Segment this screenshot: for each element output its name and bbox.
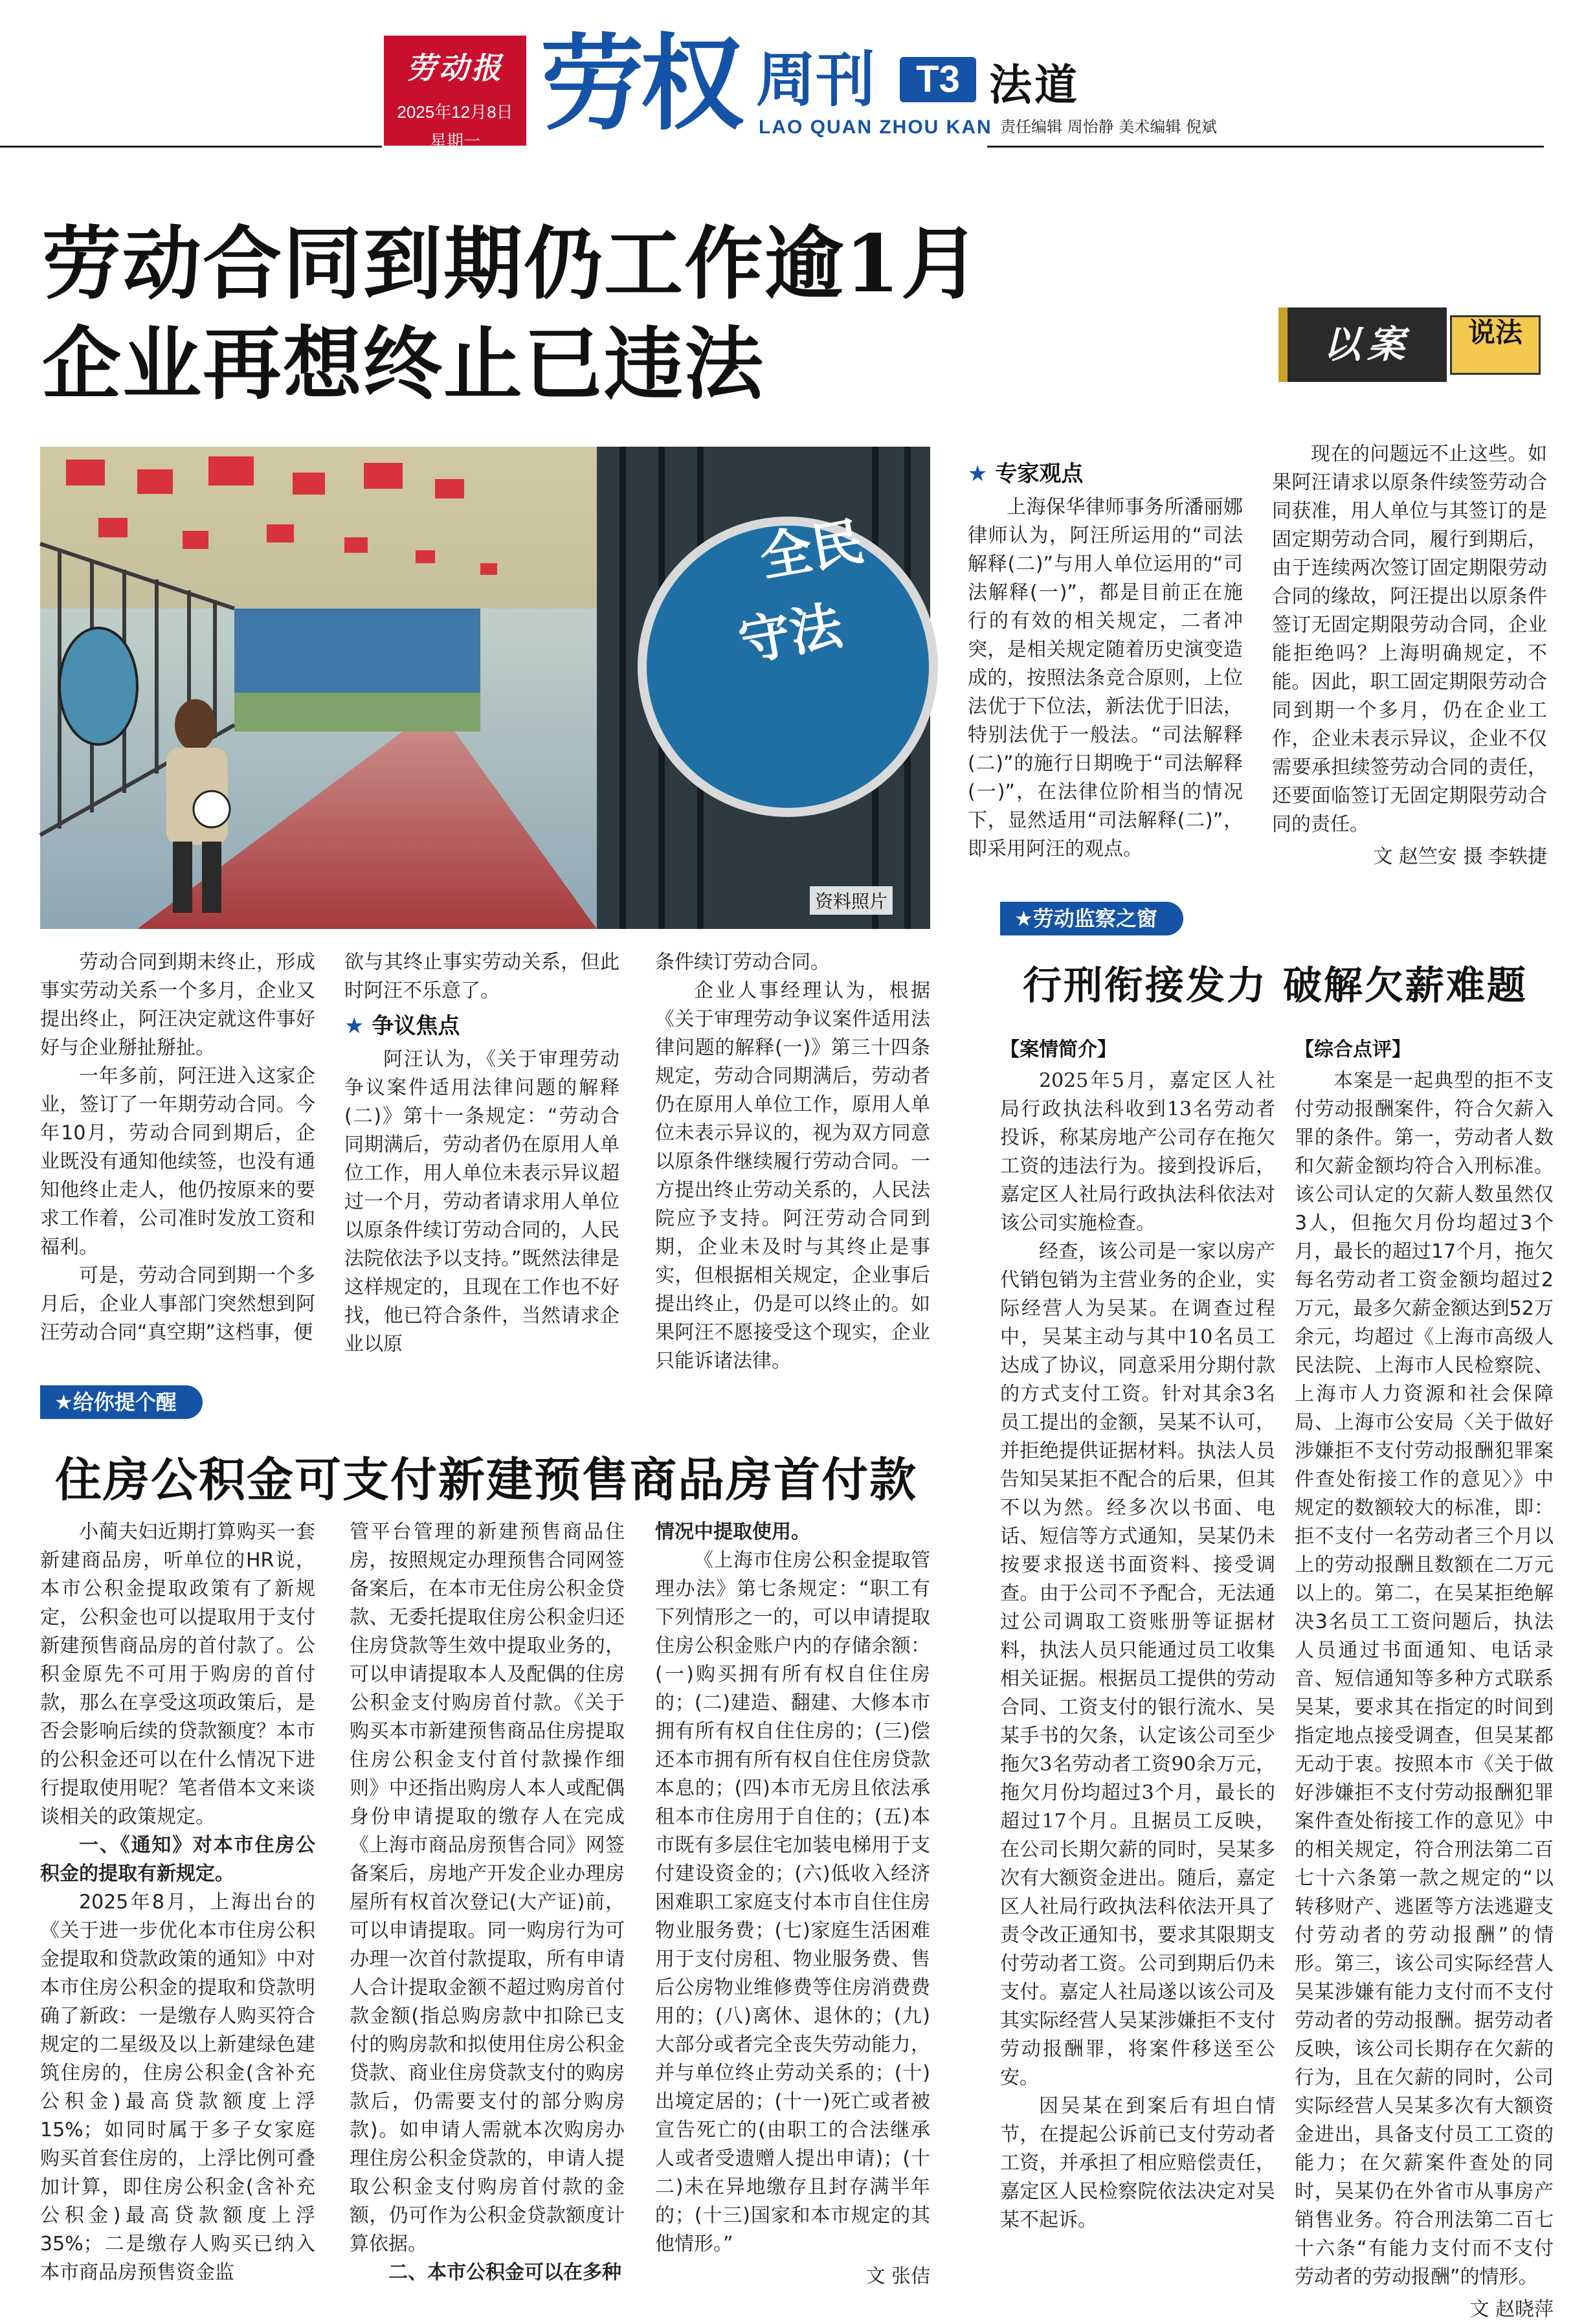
masthead-rule-left bbox=[0, 146, 382, 148]
story1-paragraph: 阿汪认为，《关于审理劳动争议案件适用法律问题的解释(二)》第十一条规定：“劳动合同期满后，劳动者仍在原用人单位工作，用人单位未表示异议超过一个月，劳动者请求用人单位以原条件续订劳动合同的，人民法院依法予以支持。”既然法律是这样规定的，且现在工作也不好找，他已符合条件，当然请求企业以原 bbox=[344, 1048, 619, 1356]
star-icon: ★ bbox=[968, 461, 988, 487]
story2-column-3 bbox=[655, 1518, 930, 2291]
photo-sign-text-2: 守法 bbox=[734, 595, 847, 673]
paper-name: 劳动报 bbox=[407, 50, 504, 85]
expert-subhead-label: 专家观点 bbox=[995, 461, 1084, 487]
editors-line: 责任编辑 周怡静 美术编辑 倪斌 bbox=[1000, 118, 1217, 136]
story1-column-3 bbox=[655, 948, 930, 1376]
story2-title: 住房公积金可支付新建预售商品房首付款 bbox=[55, 1452, 918, 1507]
section-name: 法道 bbox=[989, 60, 1080, 110]
story2-tag-label: 给你提个醒 bbox=[73, 1390, 177, 1414]
story2-subhead-2-cont: 情况中提取使用。 bbox=[655, 1521, 810, 1543]
expert-subhead bbox=[968, 460, 1243, 488]
story1-paragraph: 劳动合同到期未终止，形成事实劳动关系一个多月，企业又提出终止，阿汪决定就这件事好好与企业掰扯掰扯。 bbox=[40, 951, 315, 1059]
story1-paragraph: 上海保华律师事务所潘丽娜律师认为，阿汪所运用的“司法解释(二)”与用人单位运用的“司法解释(一)”，都是目前正在施行的有效的相关规定，二者冲突，是相关规定随着历史演变造成的，按照法条竞合原则，上位法优于下位法，新法优于旧法，特别法优于一般法。“司法解释(二)”的施行日期晚于“司法解释(一)”，在法律位阶相当的情况下，显然适用“司法解释(二)”，即采用阿汪的观点。 bbox=[968, 496, 1243, 860]
photo-illustration bbox=[40, 447, 930, 929]
column-badge-right: 说法 bbox=[1450, 315, 1541, 375]
story1-paragraph: 一年多前，阿汪进入这家企业，签订了一年期劳动合同。今年10月，劳动合同到期后，企业既没有通知他续签，也没有通知他终止走人，他仍按原来的要求工作着，公司准时发放工资和福利。 bbox=[40, 1065, 315, 1258]
issue-weekday: 星期一 bbox=[429, 131, 480, 151]
newspaper-logo bbox=[384, 36, 526, 151]
story2-column-1 bbox=[40, 1518, 315, 2287]
column-badge bbox=[1278, 307, 1554, 382]
dispute-subhead bbox=[344, 1012, 619, 1040]
story1-column-5 bbox=[1272, 440, 1547, 871]
story2-subhead-1: 一、《通知》对本市住房公积金的提取有新规定。 bbox=[40, 1834, 315, 1885]
story3-paragraph: 因吴某在到案后有坦白情节，在提起公诉前已支付劳动者工资，并承担了相应赔偿责任，嘉定区人民检察院依法决定对吴某不起诉。 bbox=[1000, 2095, 1275, 2231]
story1-column-4 bbox=[968, 453, 1243, 864]
story1-paragraph: 条件续订劳动合同。 bbox=[655, 951, 830, 974]
story3-paragraph: 2025年5月，嘉定区人社局行政执法科收到13名劳动者投诉，称某房地产公司存在拖欠工资的违法行为。接到投诉后，嘉定区人社局行政执法科依法对该公司实施检查。 bbox=[1000, 1069, 1275, 1235]
story3-case-column bbox=[1000, 1036, 1275, 2235]
brand-pinyin: LAO QUAN ZHOU KAN bbox=[759, 117, 992, 138]
story1-paragraph: 现在的问题远不止这些。如果阿汪请求以原条件续签劳动合同获准，用人单位与其签订的是固定期劳动合同，履行到期后，由于连续两次签订固定期限劳动合同的缘故，阿汪提出以原条件签订无固定期限劳动合同，企业能拒绝吗？上海明确规定，不能。因此，职工固定期限劳动合同到期一个多月，仍在企业工作，企业未表示异议，企业不仅需要承担续签劳动合同的责任，还要面临签订无固定期限劳动合同的责任。 bbox=[1272, 443, 1547, 836]
story3-review-column bbox=[1295, 1036, 1554, 2324]
issue-date: 2025年12月8日 bbox=[397, 102, 513, 122]
story2-byline: 文 张佶 bbox=[865, 2265, 930, 2288]
masthead bbox=[0, 0, 1584, 152]
story3-title: 行刑衔接发力 破解欠薪难题 bbox=[1023, 963, 1528, 1009]
star-icon: ★ bbox=[1014, 906, 1033, 931]
story2-tag bbox=[40, 1385, 203, 1419]
masthead-rule-right bbox=[987, 146, 1544, 148]
headline-line-2: 企业再想终止已违法 bbox=[42, 317, 764, 410]
star-icon: ★ bbox=[344, 1013, 364, 1039]
review-subhead: 【综合点评】 bbox=[1295, 1038, 1411, 1061]
headline-line-1: 劳动合同到期仍工作逾1月 bbox=[42, 217, 981, 310]
story3-paragraph: 本案是一起典型的拒不支付劳动报酬案件，符合欠薪入罪的条件。第一，劳动者人数和欠薪金额均符合入刑标准。该公司认定的欠薪人数虽然仅3人，但拖欠月份均超过3个月，最长的超过17个月，拖欠每名劳动者工资金额均超过2万元，最多欠薪金额达到52万余元，均超过《上海市高级人民法院、上海市人民检察院、上海市人力资源和社会保障局、上海市公安局〈关于做好涉嫌拒不支付劳动报酬犯罪案件查处衔接工作的意见〉》中规定的数额较大的标准，即：拒不支付一名劳动者三个月以上的劳动报酬且数额在二万元以上的。第二，在吴某拒绝解决3名员工工资问题后，执法人员通过书面通知、电话录音、短信通知等多种方式联系吴某，要求其在指定的时间到指定地点接受调查，但吴某都无动于衷。按照本市《关于做好涉嫌拒不支付劳动报酬犯罪案件查处衔接工作的意见》中的相关规定，符合刑法第二百七十六条第一款之规定的“以转移财产、逃匿等方法逃避支付劳动者的劳动报酬”的情形。第三，该公司实际经营人吴某涉嫌有能力支付而不支付劳动者的劳动报酬。据劳动者反映，该公司长期存在欠薪的行为，且在欠薪的同时，公司实际经营人吴某多次有大额资金进出，具备支付员工工资的能力；在欠薪案件查处的同时，吴某仍在外省市从事房产销售业务。符合刑法第二百七十六条“有能力支付而不支付劳动者的劳动报酬”的情形。 bbox=[1295, 1069, 1554, 2288]
story3-tag bbox=[1000, 902, 1183, 935]
star-icon: ★ bbox=[54, 1390, 73, 1414]
photo-credit: 资料照片 bbox=[810, 886, 893, 915]
case-subhead: 【案情简介】 bbox=[1000, 1038, 1117, 1061]
photo-sign-text: 全民 bbox=[755, 511, 868, 588]
dispute-subhead-label: 争议焦点 bbox=[372, 1013, 460, 1039]
story3-paragraph: 经查，该公司是一家以房产代销包销为主营业务的企业，实际经营人为吴某。在调查过程中，吴某主动与其中10名员工达成了协议，同意采用分期付款的方式支付工资。针对其余3名员工提出的金额，吴某不认可，并拒绝提供证据材料。执法人员告知吴某拒不配合的后果，但其不以为然。经多次以书面、电话、短信等方式通知，吴某仍未按要求报送书面资料、接受调查。由于公司不予配合，无法通过公司调取工资账册等证据材料，执法人员只能通过员工收集相关证据。根据员工提供的劳动合同、工资支付的银行流水、吴某手书的欠条，认定该公司至少拖欠3名劳动者工资90余万元，拖欠月份均超过3个月，最长的超过17个月。且据员工反映，在公司长期欠薪的同时，吴某多次有大额资金进出。随后，嘉定区人社局行政执法科依法开具了责令改正通知书，要求其限期支付劳动者工资。公司到期后仍未支付。嘉定人社局遂以该公司及其实际经营人吴某涉嫌拒不支付劳动报酬罪，将案件移送至公安。 bbox=[1000, 1240, 1275, 2089]
story1-paragraph: 欲与其终止事实劳动关系，但此时阿汪不乐意了。 bbox=[344, 951, 619, 1002]
story2-paragraph: 2025年8月，上海出台的《关于进一步优化本市住房公积金提取和贷款政策的通知》中对本市住房公积金的提取和贷款明确了新政：一是缴存人购买符合规定的二星级及以上新建绿色建筑住房的，住房公积金(含补充公积金)最高贷款额度上浮15%；如同时属于多子女家庭购买首套住房的，上浮比例可叠加计算，即住房公积金(含补充公积金)最高贷款额度上浮35%；二是缴存人购买已纳入本市商品房预售资金监 bbox=[40, 1891, 315, 2284]
story1-byline: 文 赵竺安 摄 李轶捷 bbox=[1373, 845, 1547, 868]
story2-paragraph: 小蔺夫妇近期打算购买一套新建商品房，听单位的HR说，本市公积金提取政策有了新规定，公积金也可以提取用于支付新建预售商品房的首付款了。公积金原先不可用于购房的首付款，那么在享受这项政策后，是否会影响后续的贷款额度？本市的公积金还可以在什么情况下进行提取使用呢？笔者借本文来谈谈相关的政策规定。 bbox=[40, 1521, 315, 1828]
story3-tag-label: 劳动监察之窗 bbox=[1032, 906, 1157, 931]
page-number-badge: T3 bbox=[900, 57, 976, 102]
news-photo bbox=[40, 447, 930, 929]
brand-title: 劳权 bbox=[541, 23, 741, 144]
story2-subhead-2: 二、本市公积金可以在多种 bbox=[388, 2261, 621, 2284]
story2-column-2 bbox=[350, 1518, 625, 2287]
brand-zhoukan: 周刊 bbox=[756, 45, 876, 115]
column-badge-left: 以案 bbox=[1278, 307, 1447, 382]
story1-paragraph: 可是，劳动合同到期一个多月后，企业人事部门突然想到阿汪劳动合同“真空期”这档事，便 bbox=[40, 1264, 315, 1344]
story1-column-2 bbox=[344, 948, 619, 1359]
story3-byline: 文 赵晓萍 bbox=[1469, 2298, 1554, 2321]
story2-paragraph: 管平台管理的新建预售商品住房，按照规定办理预售合同网签备案后，在本市无住房公积金贷款、无委托提取住房公积金归还住房贷款等生效中提取业务的，可以申请提取本人及配偶的住房公积金支付购房首付款。《关于购买本市新建预售商品住房提取住房公积金支付首付款操作细则》中还指出购房人本人或配偶身份申请提取的缴存人在完成《上海市商品房预售合同》网签备案后，房地产开发企业办理房屋所有权首次登记(大产证)前，可以申请提取。同一购房行为可办理一次首付款提取，所有申请人合计提取金额不超过购房首付款金额(指总购房款中扣除已支付的购房款和拟使用住房公积金贷款、商业住房贷款支付的购房款后，仍需要支付的部分购房款)。如申请人需就本次购房办理住房公积金贷款的，申请人提取公积金支付购房首付款的金额，仍可作为公积金贷款额度计算依据。 bbox=[350, 1521, 625, 2255]
story2-paragraph: 《上海市住房公积金提取管理办法》第七条规定：“职工有下列情形之一的，可以申请提取住房公积金账户内的存储余额：(一)购买拥有所有权自住住房的；(二)建造、翻建、大修本市拥有所有权自住住房的；(三)偿还本市拥有所有权自住住房贷款本息的；(四)本市无房且依法承租本市住房用于自住的；(五)本市既有多层住宅加装电梯用于支付建设资金的；(六)低收入经济困难职工家庭支付本市自住住房物业服务费；(七)家庭生活困难用于支付房租、物业服务费、售后公房物业维修费等住房消费费用的；(八)离休、退休的；(九)大部分或者完全丧失劳动能力，并与单位终止劳动关系的；(十)出境定居的；(十一)死亡或者被宣告死亡的(由职工的合法继承人或者受遗赠人提出申请)；(十二)未在异地缴存且封存满半年的；(十三)国家和本市规定的其他情形。” bbox=[655, 1549, 930, 2255]
story1-column-1 bbox=[40, 948, 315, 1347]
story1-paragraph: 企业人事经理认为，根据《关于审理劳动争议案件适用法律问题的解释(一)》第三十四条规定，劳动合同期满后，劳动者仍在原用人单位工作，原用人单位未表示异议的，视为双方同意以原条件继续履行劳动合同。一方提出终止劳动关系的，人民法院应予支持。阿汪劳动合同到期，企业未及时与其终止是事实，但根据相关规定，企业事后提出终止，仍是可以终止的。如果阿汪不愿接受这个现实，企业只能诉诸法律。 bbox=[655, 979, 930, 1372]
